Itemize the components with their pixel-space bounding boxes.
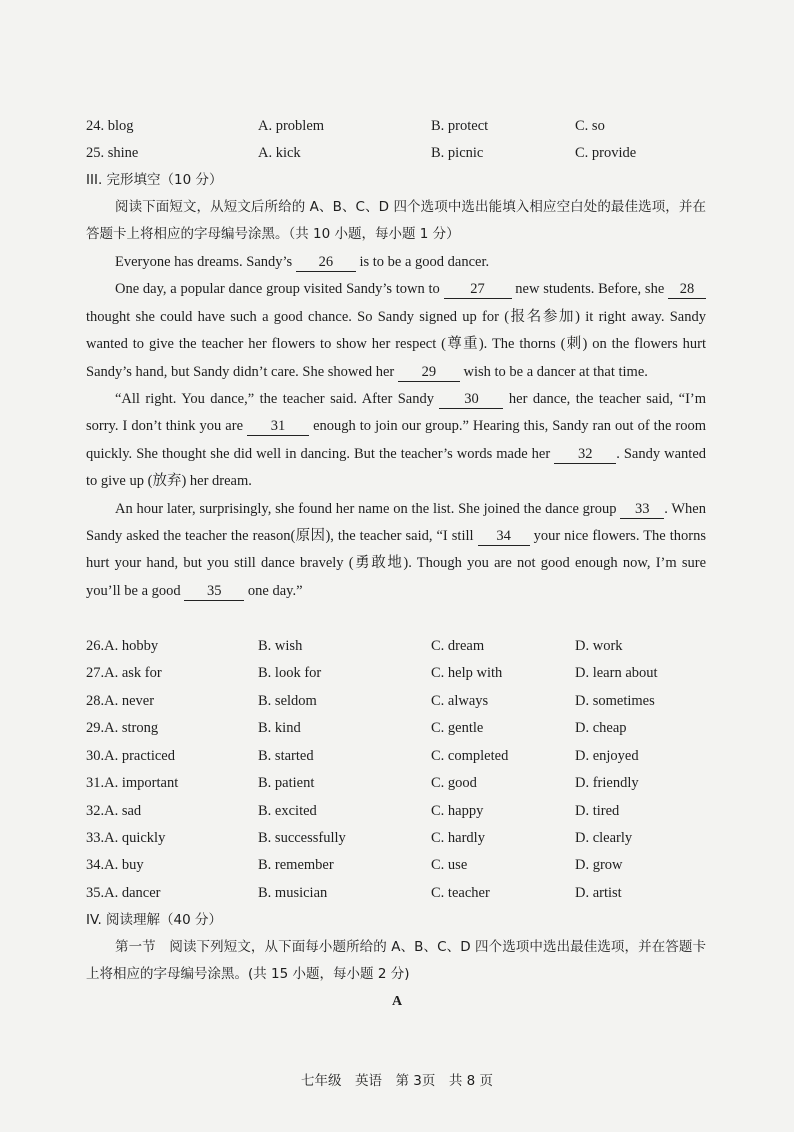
option-d: D. tired — [575, 803, 620, 819]
options-row-27 — [86, 662, 706, 684]
options-row-32 — [86, 800, 706, 822]
option-b: B. excited — [258, 803, 317, 819]
option-b: B. picnic — [431, 145, 484, 161]
option-a: 35.A. dancer — [86, 885, 161, 901]
option-a: 29.A. strong — [86, 720, 159, 736]
blank-29: 29 — [398, 363, 460, 382]
section-3-instruction: 阅读下面短文，从短文后所给的 A、B、C、D 四个选项中选出能填入相应空白处的最佳选项，并在答题卡上将相应的字母编号涂黑。（共 10 小题，每小题 1 分） — [86, 199, 706, 243]
option-d: D. cheap — [575, 720, 627, 736]
option-a: 27.A. ask for — [86, 665, 162, 681]
options-row-31 — [86, 772, 706, 794]
option-a: 32.A. sad — [86, 803, 142, 819]
passage-label: A — [391, 994, 403, 1009]
option-d: D. work — [575, 638, 623, 654]
option-b: B. kind — [258, 720, 301, 736]
option-c: C. so — [575, 118, 605, 134]
option-a: 28.A. never — [86, 693, 155, 709]
option-b: B. seldom — [258, 693, 317, 709]
option-a: 34.A. buy — [86, 857, 144, 873]
blank-32: 32 — [554, 445, 616, 464]
option-a: A. problem — [258, 118, 325, 134]
option-c: C. help with — [431, 665, 503, 681]
option-b: B. successfully — [258, 830, 346, 846]
option-c: C. completed — [431, 748, 509, 764]
option-d: D. enjoyed — [575, 748, 639, 764]
option-d: D. friendly — [575, 775, 639, 791]
section-4-instruction: 第一节 阅读下列短文，从下面每小题所给的 A、B、C、D 四个选项中选出最佳选项，并在答题卡上将相应的字母编号涂黑。(共 15 小题，每小题 2 分) — [86, 939, 706, 983]
blank-35: 35 — [184, 582, 244, 601]
passage-paragraph-1: Everyone has dreams. Sandy’s 26 is to be a good dancer. — [115, 254, 490, 270]
option-b: B. started — [258, 748, 314, 764]
question-row-24 — [86, 115, 706, 137]
question-number: 25. shine — [86, 145, 139, 161]
option-a: 30.A. practiced — [86, 748, 175, 764]
option-d: D. grow — [575, 857, 623, 873]
option-c: C. always — [431, 693, 489, 709]
blank-33: 33 — [620, 500, 664, 519]
option-c: C. good — [431, 775, 477, 791]
blank-26: 26 — [296, 253, 356, 272]
blank-27: 27 — [444, 280, 512, 299]
cloze-passage — [86, 249, 706, 605]
option-c: C. gentle — [431, 720, 484, 736]
option-d: D. clearly — [575, 830, 633, 846]
option-c: C. hardly — [431, 830, 485, 846]
passage-paragraph-3: “All right. You dance,” the teacher said. After Sandy 30 her dance, the teacher said, “I’m sorry. I don’t think you are 31 enough to join our group.” Hearing this, Sandy ran out of the room quickly. She thought she did well in dancing. But the teacher’s words made her 32 . Sandy wanted to give up (放弃) her dream. — [86, 391, 707, 490]
section-4-title: IV. 阅读理解（40 分） — [86, 912, 223, 928]
option-a: 26.A. hobby — [86, 638, 159, 654]
option-d: D. sometimes — [575, 693, 655, 709]
blank-28: 28 — [668, 280, 706, 299]
option-d: D. learn about — [575, 665, 658, 681]
option-b: B. patient — [258, 775, 315, 791]
section-3-title: III. 完形填空（10 分） — [86, 172, 223, 188]
option-c: C. provide — [575, 145, 637, 161]
blank-34: 34 — [478, 527, 530, 546]
options-row-35 — [86, 882, 706, 904]
option-a: 33.A. quickly — [86, 830, 166, 846]
question-number: 24. blog — [86, 118, 134, 134]
option-c: C. teacher — [431, 885, 490, 901]
option-c: C. happy — [431, 803, 484, 819]
option-d: D. artist — [575, 885, 622, 901]
option-b: B. wish — [258, 638, 303, 654]
options-row-34 — [86, 854, 706, 876]
option-b: B. remember — [258, 857, 334, 873]
options-row-29 — [86, 717, 706, 739]
option-c: C. dream — [431, 638, 485, 654]
blank-31: 31 — [247, 417, 309, 436]
options-row-28 — [86, 690, 706, 712]
option-a: 31.A. important — [86, 775, 179, 791]
option-a: A. kick — [258, 145, 301, 161]
options-row-26 — [86, 635, 706, 657]
question-row-25 — [86, 142, 706, 164]
options-row-30 — [86, 745, 706, 767]
passage-paragraph-2: One day, a popular dance group visited Sandy’s town to 27 new students. Before, she 28 thought she could have such a good chance. So Sandy signed up for (报名参加) it right away. Sandy wanted to give the teacher her flowers to show her respect (尊重). The thorns (刺) on the flowers hurt Sandy’s hand, but Sandy didn’t care. She showed her 29 wish to be a dancer at that time. — [86, 281, 706, 380]
option-b: B. protect — [431, 118, 489, 134]
options-row-33 — [86, 827, 706, 849]
option-b: B. look for — [258, 665, 322, 681]
option-c: C. use — [431, 857, 468, 873]
passage-paragraph-4: An hour later, surprisingly, she found her name on the list. She joined the dance group 33 . When Sandy asked the teacher the reason(原因), the teacher said, “I still 34 your nice flowers. The thorns hurt your hand, but you still dance bravely (勇敢地). Though you are not good enough now, I’m sure you’ll be a good 35 one day.” — [86, 500, 707, 599]
page-footer: 七年级 英语 第 3页 共 8 页 — [300, 1073, 494, 1089]
option-b: B. musician — [258, 885, 328, 901]
blank-30: 30 — [439, 390, 503, 409]
